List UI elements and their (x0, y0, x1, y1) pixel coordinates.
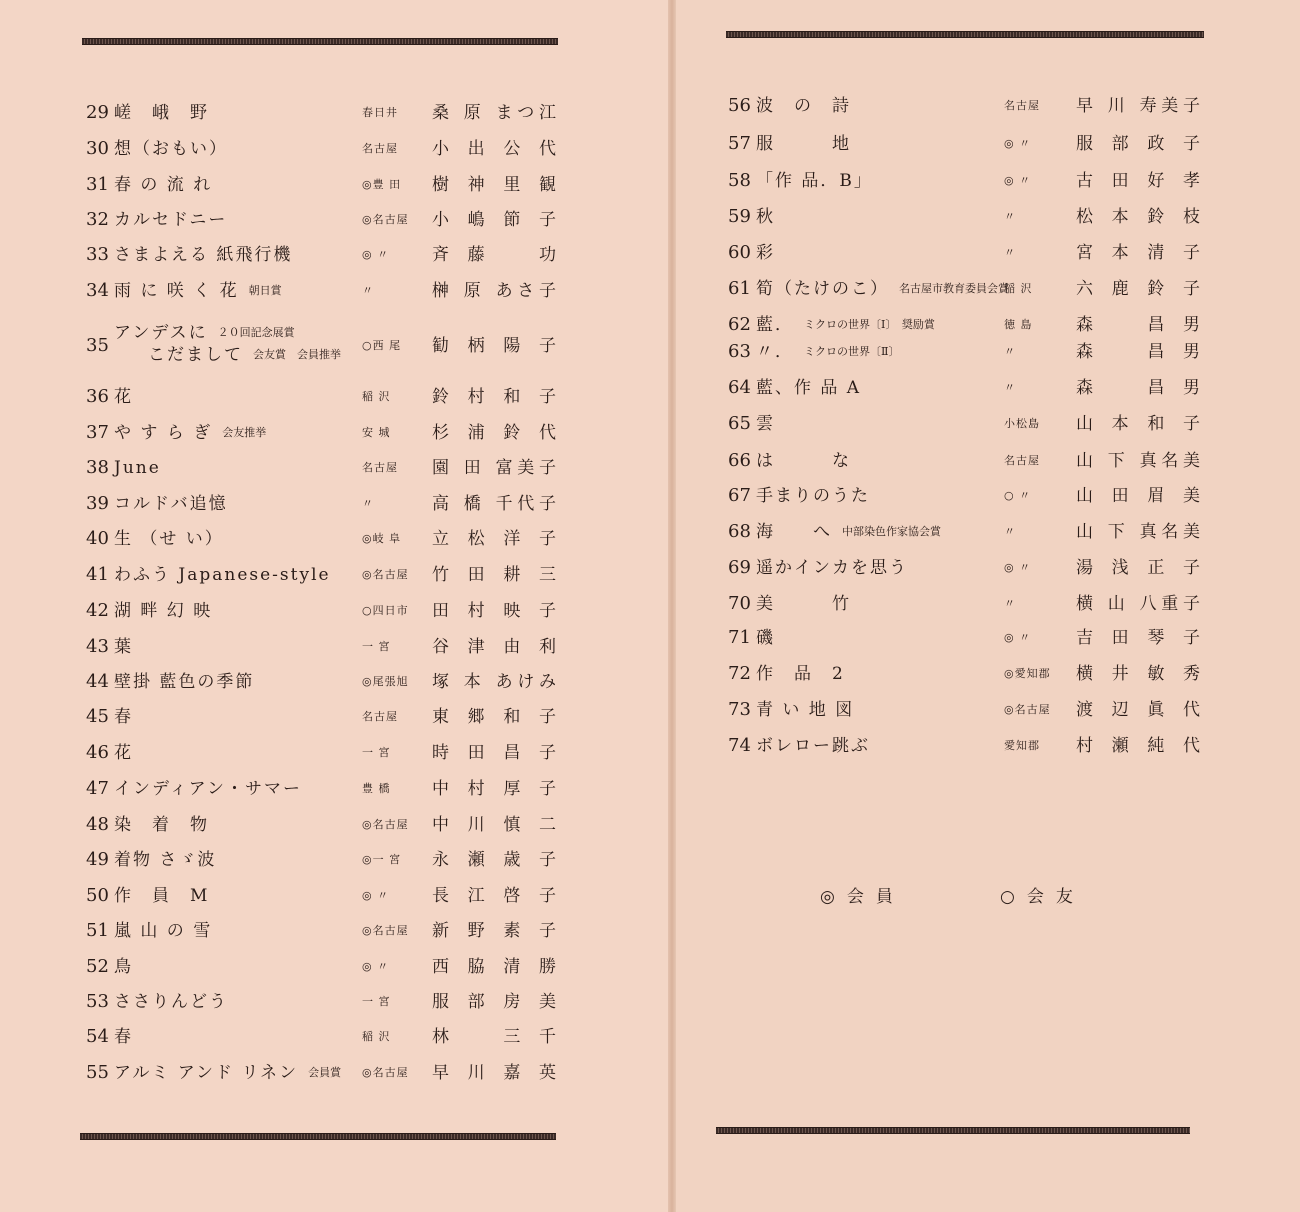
entry-title-text: 海 へ (756, 522, 832, 542)
entry-name: 新 野 素 子 (432, 921, 556, 941)
entry-title-text: カルセドニー (114, 210, 228, 230)
entry-number: 51 (86, 920, 109, 941)
entry-title-text: 遥かインカを思う (756, 558, 908, 578)
entry-title-text: 想（おもい） (114, 139, 228, 159)
entry-row (86, 952, 566, 982)
entry-name: 高 橋 千代子 (432, 494, 556, 514)
entry-title-text: June (114, 458, 161, 478)
right-entry-list (674, 0, 1300, 1212)
entry-title-text: インディアン・サマー (114, 779, 302, 799)
entry-award: ミクロの世界〔Ⅰ〕 奨励賞 (804, 318, 935, 331)
entry-name: 永 瀬 歳 子 (432, 850, 556, 870)
entry-name: 松 本 鈴 枝 (1076, 207, 1200, 227)
entry-award: ミクロの世界〔Ⅱ〕 (804, 345, 900, 358)
entry-place: 一 宮 (362, 640, 391, 653)
entry-name: 村 瀬 純 代 (1076, 736, 1200, 756)
entry-name: 中 川 慎 二 (432, 815, 556, 835)
entry-title (114, 134, 228, 164)
entry-number: 38 (86, 457, 109, 478)
entry-title-line2 (148, 344, 341, 366)
entry-title-text: 染 着 物 (114, 815, 209, 835)
entry-title-text: ボレロー跳ぶ (756, 736, 870, 756)
entry-number: 56 (728, 95, 751, 116)
entry-number: 60 (728, 242, 751, 263)
entry-place: 小松島 (1004, 417, 1040, 430)
entry-name: 西 脇 清 勝 (432, 957, 556, 977)
entry-title-text: アンデスに (114, 323, 208, 343)
entry-award: 会員賞 (308, 1066, 342, 1079)
entry-number: 41 (86, 564, 109, 585)
entry-number: 35 (86, 335, 109, 356)
entry-title (114, 98, 209, 128)
entry-place: 〃 (362, 497, 374, 510)
entry-place: ◎名古屋 (1004, 703, 1051, 716)
entry-title (114, 276, 282, 306)
entry-number: 43 (86, 636, 109, 657)
entry-place: ◎名古屋 (362, 818, 409, 831)
entry-place: 〃 (1004, 345, 1016, 358)
entry-title-text: コルドバ追憶 (114, 494, 228, 514)
entry-title (756, 731, 870, 761)
legend-associate: ○会友 (1000, 887, 1085, 907)
entry-title (114, 524, 224, 554)
entry-row (728, 517, 1208, 547)
entry-place: 一 宮 (362, 746, 391, 759)
entry-name: 渡 辺 眞 代 (1076, 700, 1200, 720)
entry-row (728, 695, 1208, 725)
entry-place: ◎愛知郡 (1004, 667, 1051, 680)
entry-name: 樹 神 里 観 (432, 175, 556, 195)
entry-row (728, 589, 1208, 619)
entry-title (756, 446, 851, 476)
entry-place: ◎名古屋 (362, 213, 409, 226)
entry-title-text: ささりんどう (114, 992, 228, 1012)
entry-title-text: 花 (114, 387, 133, 407)
entry-number: 57 (728, 133, 751, 154)
entry-place: 豊 橋 (362, 782, 391, 795)
entry-row (86, 845, 566, 875)
entry-number: 52 (86, 956, 109, 977)
entry-number: 71 (728, 627, 751, 648)
entry-title (114, 881, 209, 911)
entry-place: 名古屋 (362, 142, 398, 155)
entry-name: 山 下 真名美 (1076, 522, 1200, 542)
entry-number: 44 (86, 671, 109, 692)
entry-place: 名古屋 (1004, 454, 1040, 467)
entry-place: ◎ 〃 (1004, 137, 1032, 150)
entry-place: 名古屋 (362, 461, 398, 474)
entry-row (728, 553, 1208, 583)
entry-place: ◎ 〃 (1004, 631, 1032, 644)
entry-name: 東 郷 和 子 (432, 707, 556, 727)
entry-number: 48 (86, 814, 109, 835)
entry-name: 湯 浅 正 子 (1076, 558, 1200, 578)
entry-title-text: 雨 に 咲 く 花 (114, 281, 239, 301)
entry-title (756, 589, 851, 619)
entry-row (728, 623, 1208, 653)
entry-number: 65 (728, 413, 751, 434)
entry-place: 春日井 (362, 106, 398, 119)
entry-title-text: 磯 (756, 628, 775, 648)
entry-title (114, 810, 209, 840)
entry-number: 54 (86, 1026, 109, 1047)
entry-title-text: 嵯 峨 野 (114, 103, 209, 123)
entry-number: 40 (86, 528, 109, 549)
entry-title (756, 695, 854, 725)
entry-number: 61 (728, 278, 751, 299)
entry-place: ◎ 〃 (362, 248, 390, 261)
entry-title (114, 418, 266, 448)
entry-name: 森 昌 男 (1076, 315, 1200, 335)
entry-title (114, 774, 302, 804)
entry-place: ○四日市 (362, 604, 409, 617)
entry-row (86, 1022, 566, 1052)
entry-title (756, 659, 845, 689)
entry-title-text: 彩 (756, 243, 775, 263)
entry-title-text: 嵐 山 の 雪 (114, 921, 213, 941)
entry-number: 73 (728, 699, 751, 720)
entry-title-text: 藍． (756, 315, 794, 335)
entry-title (114, 916, 212, 946)
entry-name: 吉 田 琴 子 (1076, 628, 1200, 648)
entry-row (728, 166, 1208, 196)
entry-place: ○ 〃 (1004, 489, 1032, 502)
entry-title-text: 作 品 2 (756, 664, 845, 684)
entry-award: 朝日賞 (248, 284, 282, 297)
entry-number: 33 (86, 244, 109, 265)
entry-title-text: 「作 品．B」 (756, 171, 873, 191)
entry-number: 34 (86, 280, 109, 301)
entry-row (728, 238, 1208, 268)
entry-number: 55 (86, 1062, 109, 1083)
entry-row (728, 659, 1208, 689)
entry-award: 会友推挙 (222, 426, 267, 439)
entry-title-text: 春 (114, 1027, 133, 1047)
entry-title (114, 170, 212, 200)
entry-place: 安 城 (362, 426, 391, 439)
entry-title (756, 274, 1009, 304)
entry-number: 45 (86, 706, 109, 727)
entry-name: 時 田 昌 子 (432, 743, 556, 763)
entry-number: 50 (86, 885, 109, 906)
entry-name: 田 村 映 子 (432, 601, 556, 621)
entry-name: 竹 田 耕 三 (432, 565, 556, 585)
entry-title-text: 春 (114, 707, 133, 727)
entry-place: ◎尾張旭 (362, 675, 409, 688)
entry-row (86, 810, 566, 840)
entry-title (114, 596, 212, 626)
entry-row (86, 322, 566, 370)
entry-row (86, 382, 566, 412)
entry-place: ◎豊 田 (362, 178, 402, 191)
entry-place: 〃 (1004, 381, 1016, 394)
entry-number: 32 (86, 209, 109, 230)
entry-row (86, 1058, 566, 1088)
entry-title (756, 129, 851, 159)
entry-number: 64 (728, 377, 751, 398)
entry-title-text: アルミ アンド リネン (114, 1063, 299, 1083)
entry-place: 徳 島 (1004, 318, 1033, 331)
entry-place: ◎岐 阜 (362, 532, 402, 545)
entry-row (86, 489, 566, 519)
entry-place: 一 宮 (362, 995, 391, 1008)
entry-place: ◎ 〃 (362, 960, 390, 973)
entry-place: 愛知郡 (1004, 739, 1040, 752)
entry-name: 森 昌 男 (1076, 342, 1200, 362)
entry-title (114, 453, 161, 483)
entry-title (114, 240, 292, 270)
entry-title-text: 秋 (756, 207, 775, 227)
entry-title (756, 623, 775, 653)
entry-number: 63 (728, 341, 751, 362)
entry-title (114, 205, 227, 235)
entry-name: 早 川 嘉 英 (432, 1063, 556, 1083)
entry-title-text: 青 い 地 図 (756, 700, 855, 720)
entry-row (86, 738, 566, 768)
entry-name: 杉 浦 鈴 代 (432, 423, 556, 443)
entry-row (728, 481, 1208, 511)
entry-title-text: 美 竹 (756, 594, 851, 614)
entry-number: 62 (728, 314, 751, 335)
entry-row (728, 337, 1208, 367)
entry-place: 〃 (362, 284, 374, 297)
entry-name: 森 昌 男 (1076, 378, 1200, 398)
entry-title-text: 着物 さゞ波 (114, 850, 217, 870)
entry-title (756, 337, 899, 367)
entry-award: ２０回記念展賞 (217, 326, 295, 339)
entry-place: ○西 尾 (362, 339, 402, 352)
entry-row (86, 632, 566, 662)
entry-title (756, 553, 908, 583)
entry-name: 小 出 公 代 (432, 139, 556, 159)
entry-title-text: 手まりのうた (756, 486, 870, 506)
entry-title-text: は な (756, 451, 851, 471)
entry-title (756, 202, 775, 232)
entry-name: 林 三 千 (432, 1027, 556, 1047)
entry-title (114, 738, 133, 768)
entry-title (756, 238, 775, 268)
entry-row (86, 702, 566, 732)
entry-name: 早 川 寿美子 (1076, 96, 1200, 116)
entry-place: 名古屋 (1004, 99, 1040, 112)
entry-number: 37 (86, 422, 109, 443)
entry-place: 〃 (1004, 246, 1016, 259)
entry-award: 名古屋市教育委員会賞 (899, 282, 1009, 295)
entry-name: 服 部 政 子 (1076, 134, 1200, 154)
entry-title-text: や す ら ぎ (114, 423, 213, 443)
entry-place: 稲 沢 (362, 1030, 391, 1043)
entry-row (728, 202, 1208, 232)
entry-row (86, 774, 566, 804)
entry-title-text: 春 の 流 れ (114, 175, 213, 195)
entry-title-text: 波 の 詩 (756, 96, 851, 116)
entry-name: 桑 原 まつ江 (432, 103, 556, 123)
entry-title-text: 鳥 (114, 957, 133, 977)
entry-name: 勧 柄 陽 子 (432, 336, 556, 356)
entry-row (86, 276, 566, 306)
entry-title (114, 382, 133, 412)
entry-row (86, 170, 566, 200)
entry-row (86, 418, 566, 448)
entry-name: 長 江 啓 子 (432, 886, 556, 906)
entry-number: 72 (728, 663, 751, 684)
entry-row (728, 310, 1208, 340)
entry-name: 宮 本 清 子 (1076, 243, 1200, 263)
entry-number: 47 (86, 778, 109, 799)
entry-title (756, 373, 861, 403)
entry-title (756, 166, 873, 196)
entry-row (728, 409, 1208, 439)
legend-member: ◎会員 (820, 887, 905, 907)
entry-title (114, 632, 133, 662)
entry-title (756, 91, 851, 121)
entry-row (86, 453, 566, 483)
entry-name: 服 部 房 美 (432, 992, 556, 1012)
entry-number: 30 (86, 138, 109, 159)
entry-name: 中 村 厚 子 (432, 779, 556, 799)
entry-name: 谷 津 由 利 (432, 637, 556, 657)
entry-row (86, 667, 566, 697)
entry-name: 山 下 真名美 (1076, 451, 1200, 471)
entry-title-text: 雲 (756, 414, 775, 434)
entry-title-text: 筍（たけのこ） (756, 279, 889, 299)
entry-place: ◎名古屋 (362, 1066, 409, 1079)
entry-number: 42 (86, 600, 109, 621)
entry-number: 59 (728, 206, 751, 227)
entry-name: 斉 藤 功 (432, 245, 556, 265)
entry-row (728, 446, 1208, 476)
entry-number: 53 (86, 991, 109, 1012)
entry-name: 小 嶋 節 子 (432, 210, 556, 230)
entry-place: 〃 (1004, 210, 1016, 223)
entry-row (728, 129, 1208, 159)
entry-title (756, 481, 870, 511)
entry-title (756, 517, 941, 547)
legend (820, 882, 1120, 912)
entry-row (86, 205, 566, 235)
entry-name: 山 田 眉 美 (1076, 486, 1200, 506)
entry-row (86, 134, 566, 164)
entry-title (114, 952, 133, 982)
entry-row (86, 560, 566, 590)
entry-row (86, 916, 566, 946)
entry-place: ◎名古屋 (362, 924, 409, 937)
entry-number: 31 (86, 174, 109, 195)
entry-title (756, 310, 935, 340)
entry-row (728, 731, 1208, 761)
entry-place: ◎名古屋 (362, 568, 409, 581)
entry-title-text: さまよえる 紙飛行機 (114, 245, 293, 265)
entry-row (86, 596, 566, 626)
entry-row (86, 240, 566, 270)
entry-number: 36 (86, 386, 109, 407)
entry-row (728, 373, 1208, 403)
entry-place: 稲 沢 (1004, 282, 1033, 295)
entry-title-text: 葉 (114, 637, 133, 657)
entry-title-text: 服 地 (756, 134, 851, 154)
entry-place: ◎ 〃 (1004, 561, 1032, 574)
entry-title (114, 322, 295, 344)
entry-title-text: 生 （せ い） (114, 529, 224, 549)
entry-number: 74 (728, 735, 751, 756)
entry-number: 39 (86, 493, 109, 514)
entry-row (86, 881, 566, 911)
entry-number: 69 (728, 557, 751, 578)
entry-place: ◎一 宮 (362, 853, 402, 866)
entry-place: ◎ 〃 (362, 889, 390, 902)
entry-name: 古 田 好 孝 (1076, 171, 1200, 191)
entry-title-text: 花 (114, 743, 133, 763)
entry-row (728, 91, 1208, 121)
entry-title (114, 702, 133, 732)
entry-name: 横 井 敏 秀 (1076, 664, 1200, 684)
entry-title (114, 845, 216, 875)
entry-title-text: 藍、作 品 A (756, 378, 862, 398)
entry-name: 榊 原 あさ子 (432, 281, 556, 301)
entry-title-text: 作 員 M (114, 886, 210, 906)
entry-number: 46 (86, 742, 109, 763)
entry-title-text: 湖 畔 幻 映 (114, 601, 213, 621)
entry-row (728, 274, 1208, 304)
entry-name: 立 松 洋 子 (432, 529, 556, 549)
entry-name: 山 本 和 子 (1076, 414, 1200, 434)
entry-number: 70 (728, 593, 751, 614)
entry-place: ◎ 〃 (1004, 174, 1032, 187)
entry-name: 園 田 富美子 (432, 458, 556, 478)
entry-title-text-2: こだまして (148, 345, 243, 365)
entry-award-2: 会友賞 会員推挙 (253, 348, 341, 361)
entry-title-text: わふう Japanese-style (114, 565, 331, 585)
entry-title (114, 667, 254, 697)
entry-award: 中部染色作家協会賞 (842, 525, 941, 538)
entry-row (86, 98, 566, 128)
entry-title (114, 1058, 341, 1088)
entry-number: 66 (728, 450, 751, 471)
entry-place: 名古屋 (362, 710, 398, 723)
entry-title (756, 409, 775, 439)
entry-name: 横 山 八重子 (1076, 594, 1200, 614)
entry-number: 58 (728, 170, 751, 191)
entry-place: 〃 (1004, 597, 1016, 610)
entry-name: 六 鹿 鈴 子 (1076, 279, 1200, 299)
entry-title (114, 560, 331, 590)
entry-title-text: 〃． (756, 342, 794, 362)
entry-title-text: 壁掛 藍色の季節 (114, 672, 255, 692)
entry-name: 鈴 村 和 子 (432, 387, 556, 407)
entry-number: 68 (728, 521, 751, 542)
entry-title (114, 1022, 133, 1052)
entry-title (114, 489, 228, 519)
entry-number: 67 (728, 485, 751, 506)
entry-row (86, 987, 566, 1017)
entry-title (114, 987, 228, 1017)
entry-number: 29 (86, 102, 109, 123)
entry-name: 塚 本 あけみ (432, 672, 556, 692)
entry-place: 〃 (1004, 525, 1016, 538)
entry-row (86, 524, 566, 554)
entry-number: 49 (86, 849, 109, 870)
entry-place: 稲 沢 (362, 390, 391, 403)
